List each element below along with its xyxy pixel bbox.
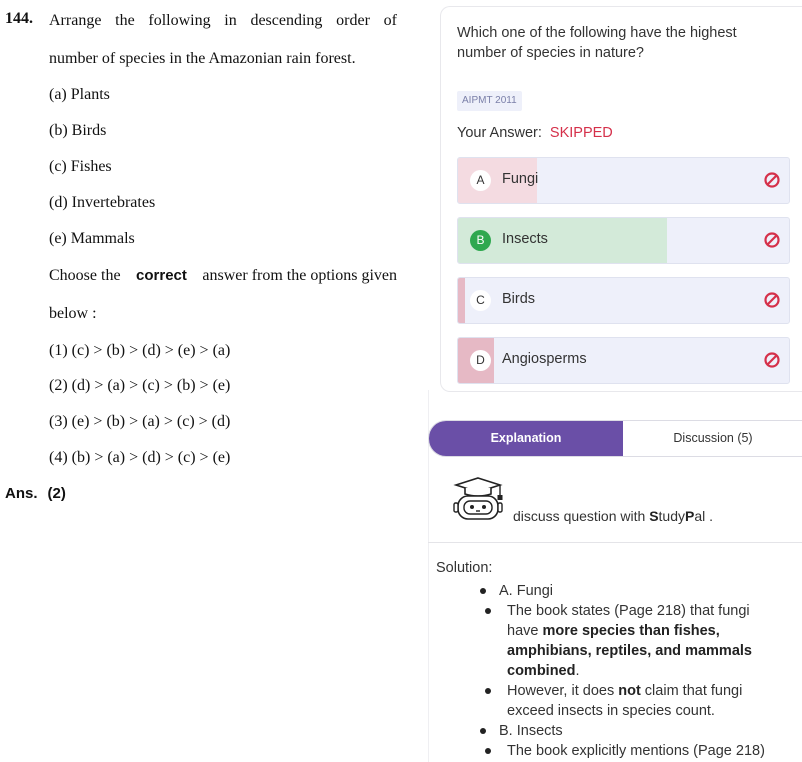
- answer-option: (3) (e) > (b) > (a) > (c) > (d): [49, 413, 231, 430]
- solution-heading: Solution:: [436, 560, 493, 576]
- instruction-line-2: below :: [49, 305, 97, 322]
- ban-icon: [763, 171, 781, 189]
- instruction-line-1: [49, 267, 397, 285]
- instruction-text: answer from the options given: [202, 267, 397, 284]
- solution-emphasis: not: [618, 683, 641, 699]
- solution-emphasis: combined: [507, 663, 576, 679]
- question-word: following: [148, 12, 211, 29]
- option-c[interactable]: [457, 277, 790, 324]
- question-card: [440, 6, 802, 392]
- question-word: order: [336, 12, 370, 29]
- option-c-label: Birds: [502, 291, 536, 307]
- list-item: (b) Birds: [49, 122, 107, 139]
- your-answer: [457, 125, 613, 141]
- solution-text-part: However, it does: [507, 683, 619, 699]
- instruction-bold: correct: [136, 267, 187, 284]
- tab-explanation[interactable]: Explanation: [429, 421, 623, 456]
- list-item: (a) Plants: [49, 86, 110, 103]
- answer-value: (2): [47, 485, 66, 502]
- option-a-label: Fungi: [502, 171, 539, 187]
- solution-text-part: .: [575, 663, 580, 679]
- studypal-suffix: .: [705, 508, 714, 524]
- ban-icon: [763, 351, 781, 369]
- option-c-fill: [458, 278, 465, 323]
- solution-emphasis: more species than fishes,: [542, 623, 720, 639]
- bullet: [485, 748, 491, 754]
- solution-text-part: have: [507, 623, 543, 639]
- solution-text: [507, 661, 580, 681]
- question-number: 144.: [5, 10, 33, 27]
- question-word: of: [383, 12, 397, 29]
- option-b-label: Insects: [502, 231, 548, 247]
- your-answer-status: SKIPPED: [549, 125, 613, 141]
- answer-key: [5, 485, 66, 502]
- question-word: in: [224, 12, 237, 29]
- studypal-brand-al: al: [694, 508, 706, 524]
- instruction-text: Choose the: [49, 267, 121, 284]
- solution-text: [507, 681, 742, 701]
- option-d-label: Angiosperms: [502, 351, 587, 367]
- solution-text: [507, 621, 720, 641]
- answer-option: (1) (c) > (b) > (d) > (e) > (a): [49, 342, 231, 359]
- list-item: (c) Fishes: [49, 158, 112, 175]
- solution-option-b-title: B. Insects: [499, 723, 563, 739]
- studypal-link[interactable]: [513, 508, 713, 524]
- option-d[interactable]: [457, 337, 790, 384]
- option-c-letter: C: [470, 290, 491, 311]
- section-divider: [428, 542, 802, 543]
- bullet: [485, 608, 491, 614]
- list-item: (e) Mammals: [49, 230, 135, 247]
- option-d-letter: D: [470, 350, 491, 371]
- option-a[interactable]: [457, 157, 790, 204]
- question-word: Arrange: [49, 12, 102, 29]
- solution-text: exceed insects in species count.: [507, 703, 715, 719]
- answer-label: Ans.: [5, 485, 38, 502]
- ban-icon: [763, 231, 781, 249]
- studypal-brand-s: S: [649, 508, 659, 524]
- solution-option-a-title: A. Fungi: [499, 583, 553, 599]
- ban-icon: [763, 291, 781, 309]
- solution-text: The book explicitly mentions (Page 218): [507, 743, 765, 759]
- solution-emphasis: amphibians, reptiles, and mammals: [507, 643, 752, 659]
- option-b[interactable]: [457, 217, 790, 264]
- tab-discussion[interactable]: Discussion (5): [673, 431, 753, 445]
- studypal-brand-tudy: tudy: [658, 508, 685, 524]
- question-text: Which one of the following have the highest number of species in nature?: [457, 25, 737, 61]
- exam-tag: AIPMT 2011: [457, 91, 522, 111]
- option-a-letter: A: [470, 170, 491, 191]
- question-word: descending: [250, 12, 323, 29]
- studypal-prefix: discuss question with: [513, 508, 650, 524]
- list-item: (d) Invertebrates: [49, 194, 156, 211]
- answer-option: (4) (b) > (a) > (d) > (c) > (e): [49, 449, 231, 466]
- question-word: the: [115, 12, 135, 29]
- option-b-letter: B: [470, 230, 491, 251]
- bullet: [480, 588, 486, 594]
- question-line-2: number of species in the Amazonian rain forest.: [49, 50, 356, 67]
- bullet: [485, 688, 491, 694]
- bullet: [480, 728, 486, 734]
- robot-graduate-icon: [450, 476, 506, 522]
- answer-option: (2) (d) > (a) > (c) > (b) > (e): [49, 377, 231, 394]
- solution-text: The book states (Page 218) that fungi: [507, 603, 750, 619]
- your-answer-label: Your Answer:: [457, 125, 542, 141]
- solution-tabs: [428, 420, 802, 457]
- solution-text-part: claim that fungi: [640, 683, 743, 699]
- question-line-1: [49, 12, 397, 30]
- studypal-brand-p: P: [685, 508, 695, 524]
